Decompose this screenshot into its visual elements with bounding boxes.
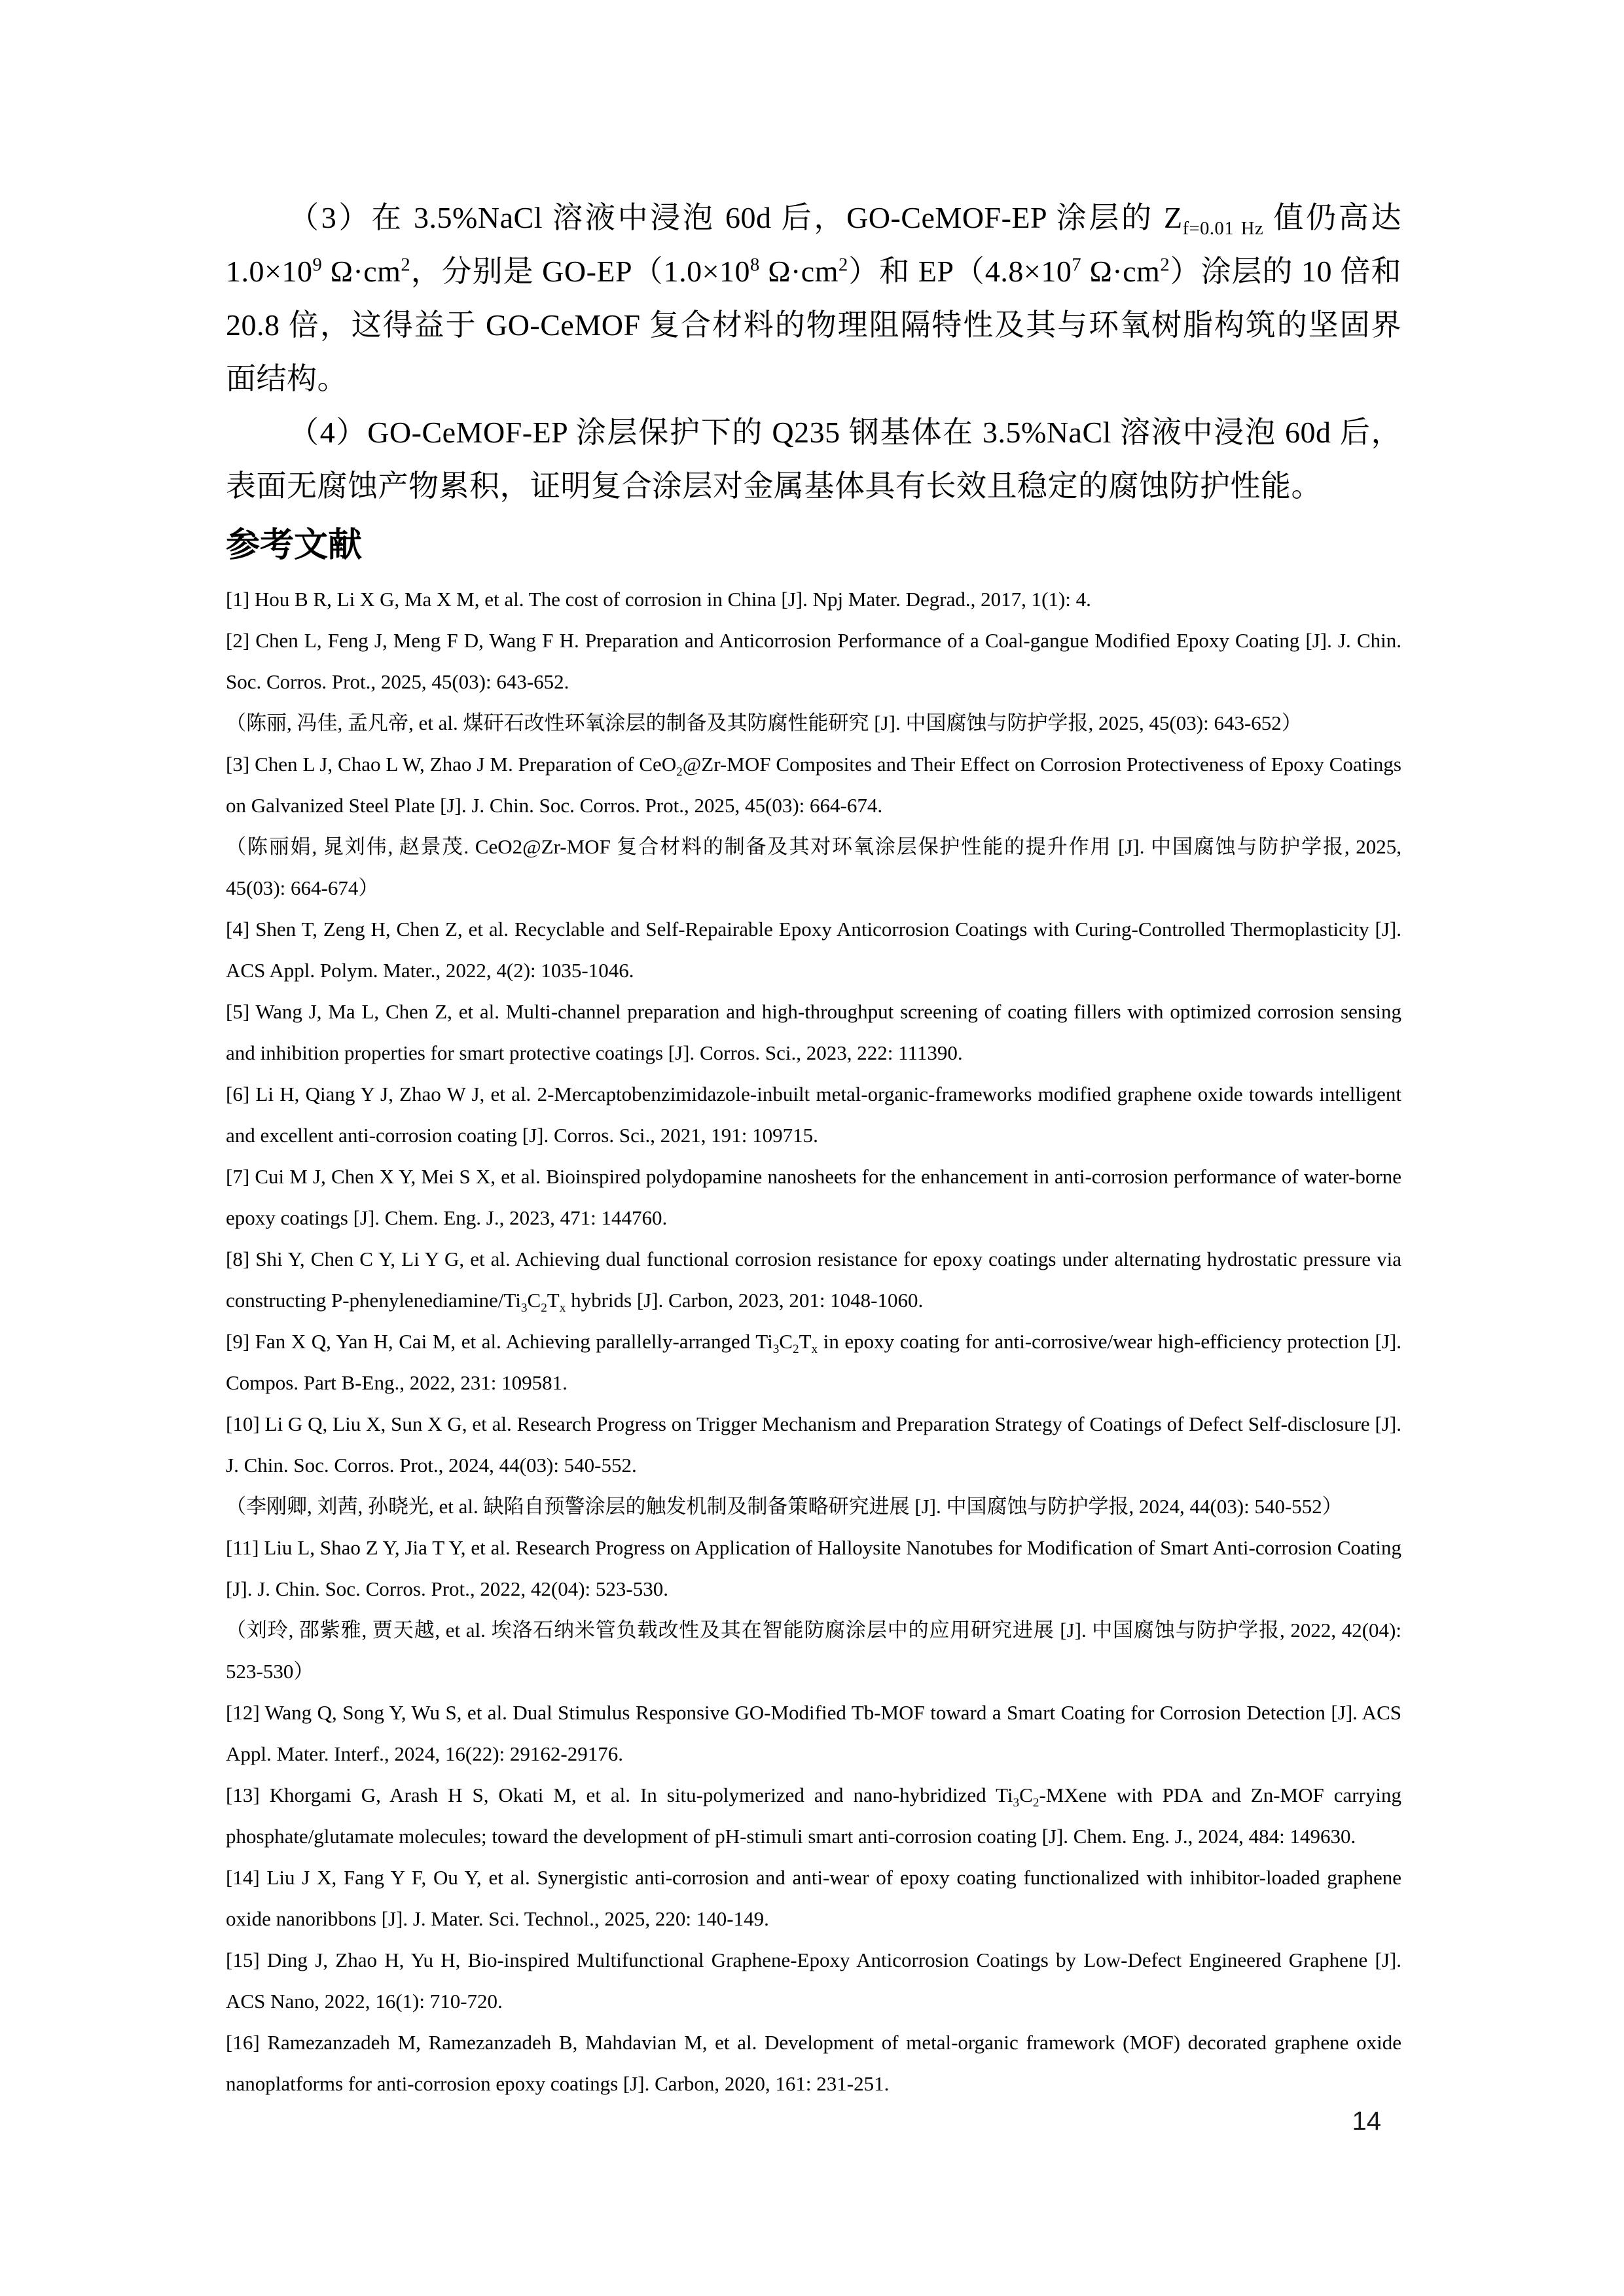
reference-item: [15] Ding J, Zhao H, Yu H, Bio-inspired Multifunctional Graphene-Epoxy Anticorrosion Coatings by Low-Defect Engineered Graphene [J]. ACS Nano, 2022, 16(1): 710-720. (226, 1948, 1401, 2013)
reference-item: [8] Shi Y, Chen C Y, Li Y G, et al. Achieving dual functional corrosion resistance for epoxy coatings under alternating hydrostatic pressure via constructing $P-phenylenediamine/Ti_3C_2T_x$ hybrids [J]. Carbon, 2023, 201: 1048-1060. (226, 1247, 1401, 1316)
reference-item: [12] Wang Q, Song Y, Wu S, et al. Dual Stimulus Responsive GO-Modified Tb-MOF toward a Smart Coating for Corrosion Detection [J]. ACS Appl. Mater. Interf., 2024, 16(22): 29162-29176. (226, 1701, 1401, 1765)
reference-item: [5] Wang J, Ma L, Chen Z, et al. Multi-channel preparation and high-throughput screening of coating fillers with optimized corrosion sensing and inhibition properties for smart protective coatings [J]. Corros. Sci., 2023, 222: 111390. (226, 1000, 1401, 1064)
reference-item: （陈丽娟, 晁刘伟, 赵景茂. CeO2@Zr-MOF 复合材料的制备及其对环氧涂层保护性能的提升作用 [J]. 中国腐蚀与防护学报, 2025, 45(03): 664-674） (226, 835, 1401, 899)
reference-item: [14] Liu J X, Fang Y F, Ou Y, et al. Synergistic anti-corrosion and anti-wear of epoxy coating functionalized with inhibitor-loaded graphene oxide nanoribbons [J]. J. Mater. Sci. Technol., 2025, 220: 140-149. (226, 1866, 1401, 1930)
reference-item: [13] Khorgami G, Arash H S, Okati M, et al. In situ-polymerized and nano-hybridized $Ti_3C_2$-MXene with PDA and Zn-MOF carrying phosphate/glutamate molecules; toward the development of pH-stimuli smart anti-corrosion coating [J]. Chem. Eng. J., 2024, 484: 149630. (226, 1784, 1401, 1848)
reference-item: （李刚卿, 刘茜, 孙晓光, et al. 缺陷自预警涂层的触发机制及制备策略研究进展 [J]. 中国腐蚀与防护学报, 2024, 44(03): 540-552） (226, 1495, 1343, 1518)
reference-item: （陈丽, 冯佳, 孟凡帝, et al. 煤矸石改性环氧涂层的制备及其防腐性能研究 [J]. 中国腐蚀与防护学报, 2025, 45(03): 643-652） (226, 711, 1302, 734)
reference-item: [16] Ramezanzadeh M, Ramezanzadeh B, Mahdavian M, et al. Development of metal-organic framework (MOF) decorated graphene oxide nanoplatforms for anti-corrosion epoxy coatings [J]. Carbon, 2020, 161: 231-251. (226, 2031, 1401, 2095)
reference-item: [11] Liu L, Shao Z Y, Jia T Y, et al. Research Progress on Application of Halloysite Nanotubes for Modification of Smart Anti-corrosion Coating [J]. J. Chin. Soc. Corros. Prot., 2022, 42(04): 523-530. (226, 1536, 1401, 1600)
references-list (226, 579, 1401, 2104)
reference-item: [3] Chen L J, Chao L W, Zhao J M. Preparation of CeO$_2$@Zr-MOF Composites and Their Effect on Corrosion Protectiveness of Epoxy Coatings on Galvanized Steel Plate [J]. J. Chin. Soc. Corros. Prot., 2025, 45(03): 664-674. (226, 753, 1401, 817)
page-content (226, 191, 1401, 2104)
reference-item: [2] Chen L, Feng J, Meng F D, Wang F H. Preparation and Anticorrosion Performance of a Coal-gangue Modified Epoxy Coating [J]. J. Chin. Soc. Corros. Prot., 2025, 45(03): 643-652. (226, 629, 1401, 693)
references-heading: 参考文献 (226, 526, 363, 564)
conclusion-paragraph-4: （4）GO-CeMOF-EP 涂层保护下的 Q235 钢基体在 3.5%NaCl 溶液中浸泡 60d 后，表面无腐蚀产物累积，证明复合涂层对金属基体具有长效且稳定的腐蚀防护性能。 (226, 416, 1401, 503)
reference-item: [10] Li G Q, Liu X, Sun X G, et al. Research Progress on Trigger Mechanism and Preparation Strategy of Coatings of Defect Self-disclosure [J]. J. Chin. Soc. Corros. Prot., 2024, 44(03): 540-552. (226, 1412, 1401, 1477)
reference-item: [1] Hou B R, Li X G, Ma X M, et al. The cost of corrosion in China [J]. Npj Mater. Degrad., 2017, 1(1): 4. (226, 588, 1091, 611)
reference-item: （刘玲, 邵紫雅, 贾天越, et al. 埃洛石纳米管负载改性及其在智能防腐涂层中的应用研究进展 [J]. 中国腐蚀与防护学报, 2022, 42(04): 523-530） (226, 1619, 1401, 1683)
reference-item: [7] Cui M J, Chen X Y, Mei S X, et al. Bioinspired polydopamine nanosheets for the enhancement in anti-corrosion performance of water-borne epoxy coatings [J]. Chem. Eng. J., 2023, 471: 144760. (226, 1165, 1401, 1229)
reference-item: [6] Li H, Qiang Y J, Zhao W J, et al. 2-Mercaptobenzimidazole-inbuilt metal-organic-frameworks modified graphene oxide towards intelligent and excellent anti-corrosion coating [J]. Corros. Sci., 2021, 191: 109715. (226, 1083, 1401, 1147)
reference-item: [4] Shen T, Zeng H, Chen Z, et al. Recyclable and Self-Repairable Epoxy Anticorrosion Coatings with Curing-Controlled Thermoplasticity [J]. ACS Appl. Polym. Mater., 2022, 4(2): 1035-1046. (226, 918, 1401, 982)
conclusion-paragraph-3: （3）在 3.5%NaCl 溶液中浸泡 60d 后，GO-CeMOF-EP 涂层的 $Z_{f=0.01 Hz}$ 值仍高达 $1.0\times 10^9$ $\Omega\cdot cm^2$，分别是 $GO-EP(1.0\times 10^8$ $\Omega\cdot cm^2$）和 $EP(4.8\times 10^7$ $\Omega\cdot cm^2$）涂层的 10 倍和 20.8 倍，这得益于 GO-CeMOF 复合材料的物理阻隔特性及其与环氧树脂构筑的坚固界面结构。 (226, 201, 1402, 395)
reference-item: [9] Fan X Q, Yan H, Cai M, et al. Achieving parallelly-arranged $Ti_3C_2T_x$ in epoxy coating for anti-corrosive/wear high-efficiency protection [J]. Compos. Part B-Eng., 2022, 231: 109581. (226, 1330, 1401, 1394)
page-number: 14 (1352, 2107, 1381, 2136)
